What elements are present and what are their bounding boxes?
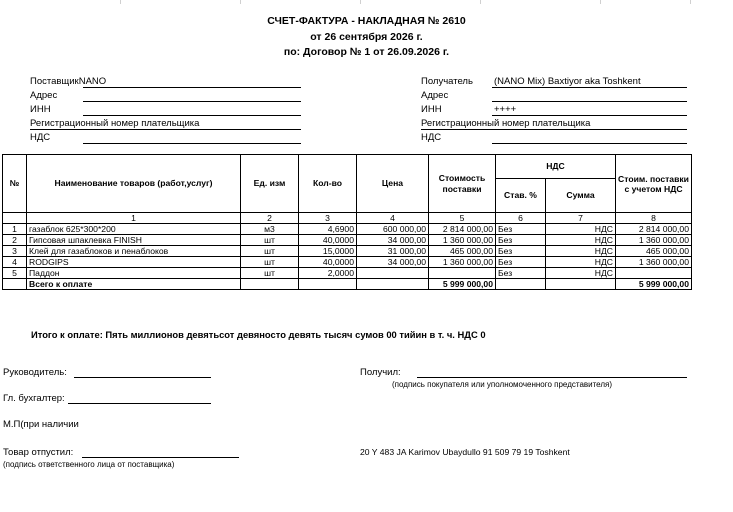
supplier-vat-label: НДС — [30, 132, 51, 143]
item-name: Гипсовая шпаклевка FINISH — [27, 235, 241, 246]
recipient-reg-label: Регистрационный номер плательщика — [421, 118, 591, 129]
recipient-address-underline — [492, 101, 687, 102]
col-number-1: 1 — [27, 213, 241, 224]
col-number-6: 6 — [496, 213, 546, 224]
document-date: от 26 сентября 2026 г. — [310, 31, 423, 43]
supplier-reg-label: Регистрационный номер плательщика — [30, 118, 200, 129]
table-row: 1 газаблок 625*300*200 м3 4,6900 600 000,00 2 814 000,00 Без НДС 2 814 000,00 — [3, 224, 692, 235]
total-row — [3, 279, 692, 290]
stamp-label: М.П(при наличии — [3, 419, 79, 430]
supplier-line — [30, 76, 106, 87]
received-caption: (подпись покупателя или уполномоченного представителя) — [392, 380, 613, 389]
table-row: 4 RODGIPS шт 40,0000 34 000,00 1 360 000,00 Без НДС 1 360 000,00 — [3, 257, 692, 268]
director-signature-line — [74, 377, 211, 378]
column-number-row — [3, 213, 692, 224]
supplier-inn-underline — [83, 115, 301, 116]
accountant-signature-line — [68, 403, 211, 404]
header-vat-sum: Сумма — [546, 179, 616, 213]
accountant-label: Гл. бухгалтер: — [3, 393, 65, 404]
header-vat: НДС — [496, 155, 616, 179]
recipient-inn-value: ++++ — [494, 104, 517, 115]
header-unit: Ед. изм — [241, 155, 299, 213]
item-name: RODGIPS — [27, 257, 241, 268]
supplier-vat-underline — [83, 143, 301, 144]
table-row: 2 Гипсовая шпаклевка FINISH шт 40,0000 34 000,00 1 360 000,00 Без НДС 1 360 000,00 — [3, 235, 692, 246]
supplier-name: NANO — [78, 76, 107, 87]
table-row: 3 Клей для газаблоков и пенаблоков шт 15,0000 31 000,00 465 000,00 Без НДС 465 000,00 — [3, 246, 692, 257]
total-cost: 5 999 000,00 — [429, 279, 496, 290]
recipient-name: (NANO Mix) Baxtiyor aka Toshkent — [494, 76, 641, 87]
header-cost: Стоимость поставки — [429, 155, 496, 213]
carrier-info: 20 Y 483 JA Karimov Ubaydullo 91 509 79 19 Toshkent — [360, 447, 570, 457]
released-label: Товар отпустил: — [3, 447, 74, 458]
recipient-inn-underline — [492, 115, 687, 116]
recipient-label: Получатель — [421, 76, 473, 87]
header-vat-rate: Став. % — [496, 179, 546, 213]
header-total: Стоим. поставки с учетом НДС — [616, 155, 692, 213]
supplier-underline — [83, 87, 301, 88]
header-qty: Кол-во — [299, 155, 357, 213]
total-with-vat: 5 999 000,00 — [616, 279, 692, 290]
invoice-table — [2, 154, 692, 290]
item-name: газаблок 625*300*200 — [27, 224, 241, 235]
col-number-2: 2 — [241, 213, 299, 224]
recipient-vat-underline — [492, 143, 687, 144]
document-title: СЧЕТ-ФАКТУРА - НАКЛАДНАЯ № 2610 — [267, 15, 466, 27]
header-name: Наименование товаров (работ,услуг) — [27, 155, 241, 213]
released-signature-line — [82, 457, 239, 458]
supplier-reg-underline — [30, 129, 301, 130]
col-number-3: 3 — [299, 213, 357, 224]
received-label: Получил: — [360, 367, 401, 378]
supplier-address-underline — [83, 101, 301, 102]
col-number-4: 4 — [357, 213, 429, 224]
supplier-label: Поставщик — [30, 76, 79, 87]
recipient-vat-label: НДС — [421, 132, 442, 143]
received-signature-line — [417, 377, 687, 378]
total-label: Всего к оплате — [27, 279, 241, 290]
header-num: № — [3, 155, 27, 213]
recipient-reg-underline — [421, 129, 687, 130]
header-price: Цена — [357, 155, 429, 213]
amount-in-words: Итого к оплате: Пять миллионов девятьсот девяносто девять тысяч сумов 00 тийин в т. ч. НДС 0 — [31, 329, 486, 340]
item-name: Паддон — [27, 268, 241, 279]
table-row: 5 Паддон шт 2,0000 Без НДС — [3, 268, 692, 279]
director-label: Руководитель: — [3, 367, 67, 378]
item-name: Клей для газаблоков и пенаблоков — [27, 246, 241, 257]
released-caption: (подпись ответственного лица от поставщика) — [3, 460, 175, 469]
recipient-underline — [492, 87, 687, 88]
recipient-inn-label: ИНН — [421, 104, 442, 115]
document-contract: по: Договор № 1 от 26.09.2026 г. — [283, 46, 450, 58]
col-number-7: 7 — [546, 213, 616, 224]
table-header-row-1 — [3, 155, 692, 179]
col-number-8: 8 — [616, 213, 692, 224]
recipient-address-label: Адрес — [421, 90, 449, 101]
supplier-inn-label: ИНН — [30, 104, 51, 115]
top-grid-strip — [0, 0, 733, 4]
supplier-address-label: Адрес — [30, 90, 58, 101]
col-number-5: 5 — [429, 213, 496, 224]
